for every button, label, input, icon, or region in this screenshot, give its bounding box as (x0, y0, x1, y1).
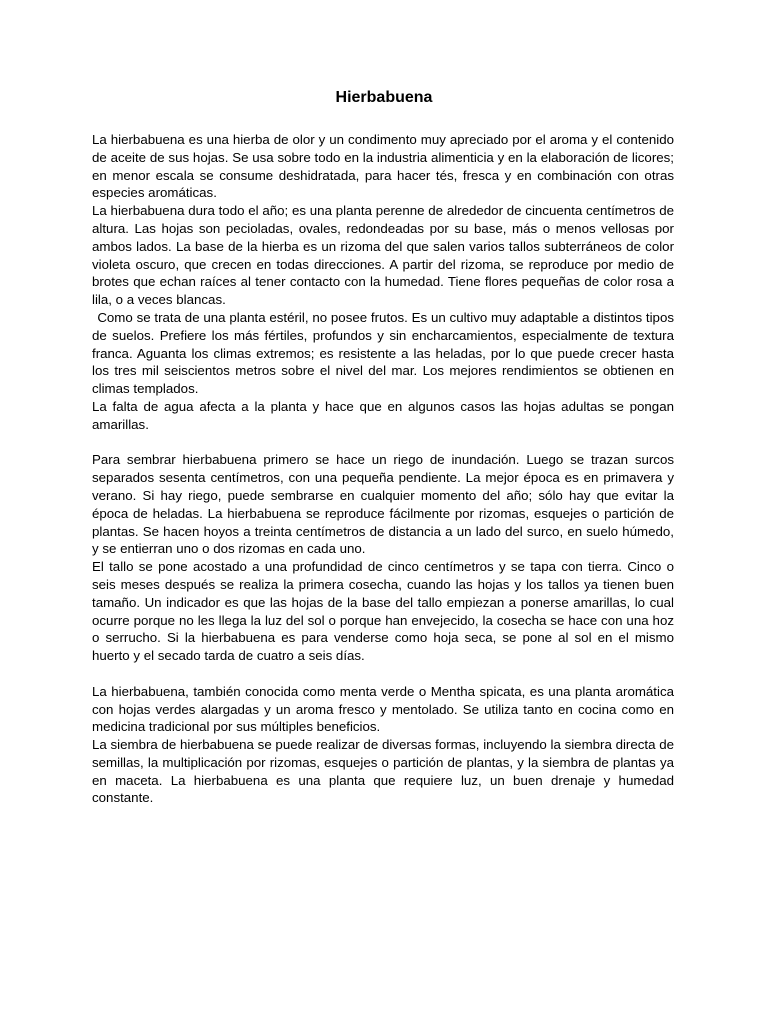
paragraph-spacer (92, 434, 674, 452)
paragraph-spacer (92, 665, 674, 683)
paragraph-planting-methods: La siembra de hierbabuena se puede realizar de diversas formas, incluyendo la siembra directa de semillas, la multiplicación por rizomas, esquejes o partición de plantas, y la siembra de plantas ya en maceta. La hierbabuena es una planta que requiere luz, un buen drenaje y humedad constante. (92, 737, 674, 806)
document-body (92, 131, 674, 807)
paragraph-harvest: El tallo se pone acostado a una profundidad de cinco centímetros y se tapa con tierra. Cinco o seis meses después se realiza la primera cosecha, cuando las hojas y los tallos ya tienen buen tamaño. Un indicador es que las hojas de la base del tallo empiezan a ponerse amarillas, lo cual ocurre porque no les llega la luz del sol o porque han envejecido, la cosecha se hace con una hoz o serrucho. Si la hierbabuena es para venderse como hoja seca, se pone al sol en el mismo huerto y el secado tarda de cuatro a seis días. (92, 559, 674, 664)
paragraph-description: La hierbabuena dura todo el año; es una planta perenne de alrededor de cincuenta centímetros de altura. Las hojas son pecioladas, ovales, redondeadas por su base, más o menos vellosas por ambos lados. La base de la hierba es un rizoma del que salen varios tallos subterráneos de color violeta oscuro, que crecen en todas direcciones. A partir del rizoma, se reproduce por medio de brotes que echan raíces al tener contacto con la humedad. Tiene flores pequeñas de color rosa a lila, o a veces blancas. (92, 203, 674, 308)
paragraph-soil: Como se trata de una planta estéril, no posee frutos. Es un cultivo muy adaptable a distintos tipos de suelos. Prefiere los más fértiles, profundos y sin encharcamientos, especialmente de textura franca. Aguanta los climas extremos; es resistente a las heladas, por lo que puede crecer hasta los tres mil seiscientos metros sobre el nivel del mar. Los mejores rendimientos se obtienen en climas templados. (92, 309, 674, 397)
paragraph-water: La falta de agua afecta a la planta y hace que en algunos casos las hojas adultas se pongan amarillas. (92, 398, 674, 432)
paragraph-spearmint: La hierbabuena, también conocida como menta verde o Mentha spicata, es una planta aromática con hojas verdes alargadas y un aroma fresco y mentolado. Se utiliza tanto en cocina como en medicina tradicional por sus múltiples beneficios. (92, 683, 674, 735)
paragraph-intro: La hierbabuena es una hierba de olor y un condimento muy apreciado por el aroma y el contenido de aceite de sus hojas. Se usa sobre todo en la industria alimenticia y en la elaboración de licores; en menor escala se consume deshidratada, para hacer tés, fresca y en combinación con otras especies aromáticas. (92, 132, 674, 201)
document-title: Hierbabuena (335, 89, 433, 106)
paragraph-sowing: Para sembrar hierbabuena primero se hace un riego de inundación. Luego se trazan surcos separados sesenta centímetros, con una pequeña pendiente. La mejor época es en primavera y verano. Si hay riego, puede sembrarse en cualquier momento del año; sólo hay que evitar la época de heladas. La hierbabuena se reproduce fácilmente por rizomas, esquejes o partición de plantas. Se hacen hoyos a treinta centímetros de distancia a un lado del surco, en suelo húmedo, y se entierran uno o dos rizomas en cada uno. (92, 452, 674, 557)
